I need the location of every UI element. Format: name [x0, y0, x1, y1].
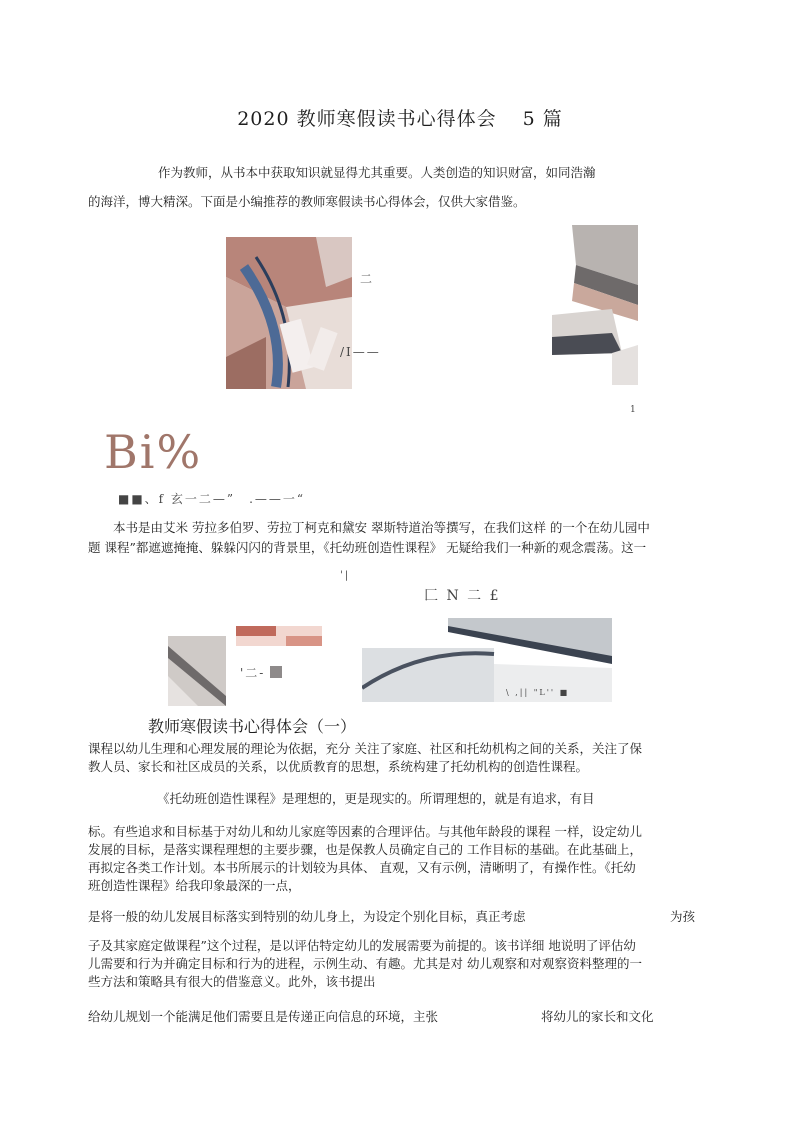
- big-mark: Bi%: [104, 425, 203, 479]
- para3: 《托幼班创造性课程》是理想的，更是现实的。所谓理想的，就是有追求，有目: [157, 791, 595, 806]
- para7-right: 将幼儿的家长和文化: [541, 1009, 654, 1024]
- intro-line-1: 作为教师，从书本中获取知识就显得尤其重要。人类创造的知识财富，如同浩瀚: [158, 165, 596, 180]
- para1-line-1: 本书是由艾米 劳拉多伯罗、劳拉丁柯克和黛安 翠斯特道治等撰写，在我们这样 的一个在幼儿园中: [113, 520, 650, 535]
- image2-marks: '|: [340, 570, 351, 581]
- image2-text-c: \ ,|| "L'' ■: [506, 688, 570, 697]
- para6: 子及其家庭定做课程”这个过程，是以评估特定幼儿的发展需要为前提的。该书详细 地说明了评估幼儿需要和行为并确定目标和行为的进程，示例生动、有趣。尤其是对 幼儿观察和对观察资料整理的一些方法和策略具有很大的借鉴意义。此外，该书提出: [88, 938, 642, 989]
- para7-left: 给幼儿规划一个能满足他们需要且是传递正向信息的环境，主张: [88, 1009, 439, 1024]
- sketch-image-small: [168, 636, 226, 706]
- sketch-strip-red: [236, 626, 322, 646]
- para2: 课程以幼儿生理和心理发展的理论为依据，充分 关注了家庭、社区和托幼机构之间的关系，关注了保教人员、家长和社区成员的关系，以优质教育的思想，系统构建了托幼机构的创造性课程。: [88, 741, 642, 774]
- page-title: [0, 104, 800, 131]
- small-gray-square: [270, 666, 282, 678]
- sketch-image-wide: [362, 618, 612, 702]
- intro-line-2: 的海洋，博大精深。下面是小编推荐的教师寒假读书心得体会，仅供大家借鉴。: [88, 194, 526, 209]
- para4: 标。有些追求和目标基于对幼儿和幼儿家庭等因素的合理评估。与其他年龄段的课程 一样，设定幼儿发展的目标，是落实课程理想的主要步骤，也是保教人员确定自己的 工作目标的基础。在此基础上，再拟定各类工作计划。本书所展示的计划较为具体、 直观，又有示例，清晰明了，有操作性。《托幼班创造性课程》给我印象最深的一点，: [88, 824, 642, 893]
- stray-mark: 1: [630, 405, 638, 415]
- para5-right: 为孩: [670, 909, 696, 924]
- title-main: 2020 教师寒假读书心得体会: [237, 108, 497, 130]
- para5-left: 是将一般的幼儿发展目标落实到特别的幼儿身上，为设定个别化目标，真正考虑: [88, 909, 526, 924]
- para1-line-2: 题 课程”都遮遮掩掩、躲躲闪闪的背景里，《托幼班创造性课程》 无疑给我们一种新的观念震荡。这一: [88, 540, 647, 555]
- image1-text-b: /I——: [340, 345, 381, 359]
- noise-line: ■■、f 玄一二—” .——一“: [118, 492, 306, 506]
- image1-text-a: 二: [360, 272, 375, 286]
- sketch-image-right: [552, 225, 638, 385]
- sketch-image-left: [226, 237, 352, 389]
- image2-text-b: '二-: [240, 666, 266, 680]
- section-heading: 教师寒假读书心得体会（一）: [148, 717, 357, 736]
- title-count: 5 篇: [522, 108, 563, 130]
- image2-text-a: 匚 N 二 £: [424, 588, 501, 604]
